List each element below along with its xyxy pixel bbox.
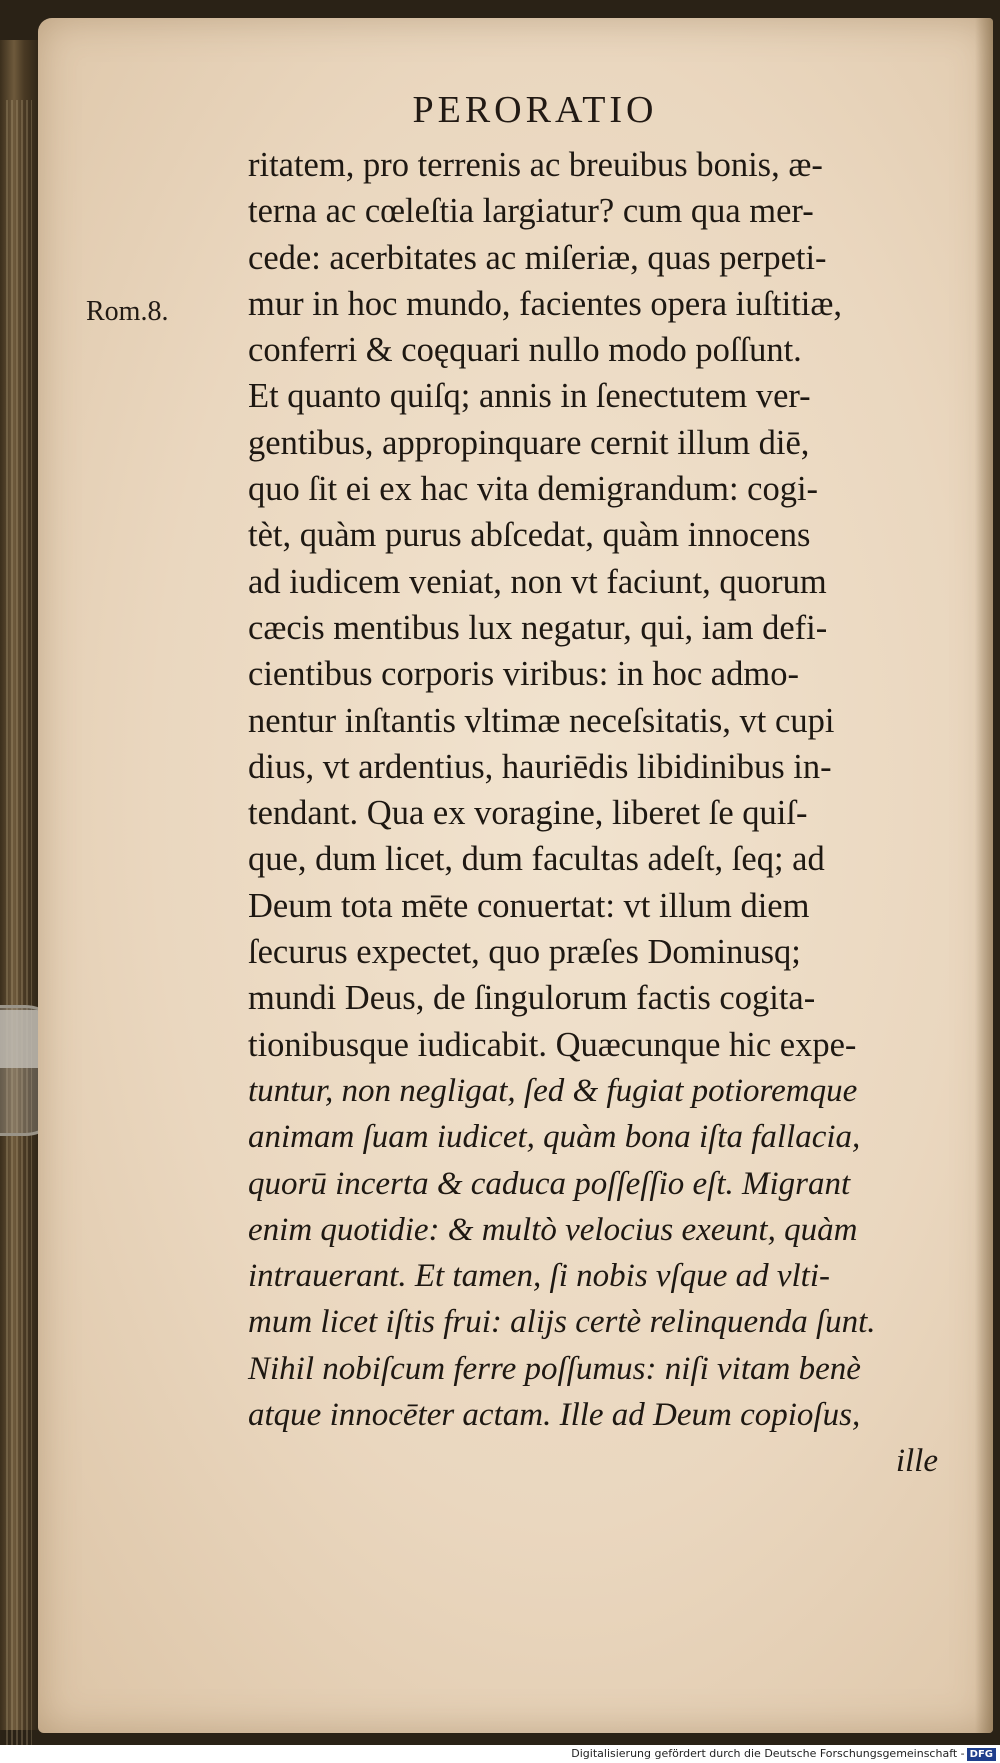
text-line: tèt, quàm purus abſcedat, quàm innocens — [248, 516, 811, 555]
text-line: que, dum licet, dum facultas adeſt, ſeq; ad — [248, 840, 825, 879]
book-fore-edge — [0, 40, 40, 1730]
text-line: ſecurus expectet, quo præſes Dominusq; — [248, 933, 801, 972]
text-line: animam ſuam iudicet, quàm bona iſta fallacia, — [248, 1119, 861, 1156]
text-line: nentur inſtantis vltimæ neceſsitatis, vt cupi — [248, 701, 835, 740]
text-line: tionibusque iudicabit. Quæcunque hic expe- — [248, 1025, 857, 1064]
page-edges — [6, 100, 32, 1745]
text-line: dius, vt ardentius, hauriēdis libidinibus in- — [248, 747, 832, 786]
text-line: intrauerant. Et tamen, ſi nobis vſque ad vlti- — [248, 1258, 831, 1295]
text-block — [248, 142, 958, 1485]
text-line: conferri & coęquari nullo modo poſſunt. — [248, 331, 802, 370]
text-line: atque innocēter actam. Ille ad Deum copioſus, — [248, 1397, 861, 1434]
catchword: ille — [895, 1443, 938, 1480]
text-line: tendant. Qua ex voragine, liberet ſe quiſ- — [248, 794, 808, 833]
text-line: mum licet iſtis frui: alijs certè relinquenda ſunt. — [248, 1304, 876, 1341]
text-line: mur in hoc mundo, facientes opera iuſtitiæ, — [248, 284, 843, 323]
text-line: terna ac cœleſtia largiatur? cum qua mer- — [248, 192, 814, 231]
footer-credit — [0, 1745, 1000, 1763]
text-line: cæcis mentibus lux negatur, qui, iam defi- — [248, 608, 828, 647]
page-shadow — [975, 18, 993, 1733]
text-line: mundi Deus, de ſingulorum factis cogita- — [248, 979, 816, 1018]
dfg-logo: DFG — [967, 1748, 996, 1761]
text-line: cede: acerbitates ac miſeriæ, quas perpeti- — [248, 238, 827, 277]
text-line: tuntur, non negligat, ſed & fugiat potioremque — [248, 1072, 858, 1109]
running-head: PERORATIO — [412, 89, 658, 131]
text-line: Et quanto quiſq; annis in ſenectutem ver- — [248, 377, 811, 416]
text-line: enim quotidie: & multò velocius exeunt, quàm — [248, 1211, 858, 1248]
footer-text: Digitalisierung gefördert durch die Deutsche Forschungsgemeinschaft - — [571, 1747, 965, 1760]
text-line: ritatem, pro terrenis ac breuibus bonis, æ- — [248, 146, 823, 184]
text-line: ad iudicem veniat, non vt faciunt, quorum — [248, 562, 827, 601]
text-line: Deum tota mēte conuertat: vt illum diem — [248, 886, 810, 925]
text-line: cientibus corporis viribus: in hoc admo- — [248, 655, 799, 694]
text-line: quo ſit ei ex hac vita demigrandum: cogi- — [248, 470, 819, 509]
text-line: gentibus, appropinquare cernit illum diē, — [248, 423, 810, 462]
marginal-note: Rom.8. — [86, 296, 169, 327]
text-line: Nihil nobiſcum ferre poſſumus: niſi vitam benè — [248, 1350, 861, 1387]
text-line: quorū incerta & caduca poſſeſſio eſt. Migrant — [248, 1165, 851, 1202]
